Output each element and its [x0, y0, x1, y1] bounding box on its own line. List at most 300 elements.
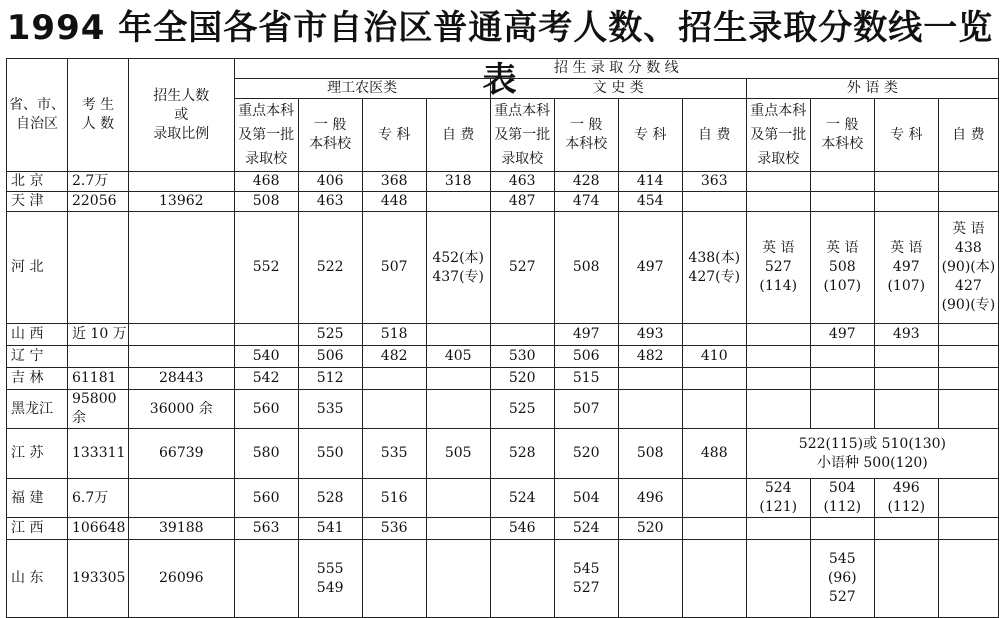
table-row: [7, 192, 999, 212]
header-key-schools-line: 及第一批: [750, 127, 807, 143]
region-cell-text: 江 西: [11, 520, 44, 536]
sci-general-cell-text: 406: [316, 173, 344, 189]
art-key-cell-text: 520: [508, 370, 536, 386]
header-college: [874, 99, 938, 172]
sci-college-cell-text: 516: [380, 489, 408, 506]
header-key-schools-line: 录取校: [245, 151, 288, 167]
admission-cell-text: 26096: [159, 570, 204, 586]
header-key-schools-line: 及第一批: [494, 127, 551, 143]
examinees-cell: [67, 172, 128, 192]
art-key-cell: [490, 540, 554, 618]
art-general-cell-text: 545: [572, 560, 600, 577]
lang-general-cell: [810, 479, 874, 518]
sci-college-cell-text: 448: [380, 193, 408, 209]
region-cell: [7, 429, 68, 479]
lang-college-cell: [874, 368, 938, 390]
art-selfpay-cell: [682, 172, 746, 192]
header-key-schools: [234, 99, 298, 172]
sci-key-cell-text: 560: [252, 400, 280, 417]
admission-cell-text: 36000 余: [149, 400, 213, 417]
examinees-cell: [67, 192, 128, 212]
header-college: [618, 99, 682, 172]
art-selfpay-cell: [682, 390, 746, 429]
sci-key-cell: [234, 324, 298, 346]
sci-college-cell: [362, 192, 426, 212]
art-general-cell: [554, 172, 618, 192]
sci-key-cell: [234, 212, 298, 324]
lang-merged-cell: [746, 429, 998, 479]
sci-key-cell-text: 552: [252, 259, 280, 275]
art-college-cell: [618, 192, 682, 212]
page-title: 1994 年全国各省市自治区普通高考人数、招生录取分数线一览表: [6, 8, 994, 100]
art-general-cell-text: 507: [572, 400, 600, 417]
examinees-cell: [67, 479, 128, 518]
art-key-cell: [490, 479, 554, 518]
header-key-schools-line: 重点本科: [238, 103, 295, 119]
header-key-schools-line: 录取校: [501, 151, 544, 167]
score-table: [6, 58, 999, 618]
sci-selfpay-cell-text: 437(专): [432, 268, 484, 285]
art-selfpay-cell: [682, 212, 746, 324]
lang-selfpay-cell: [938, 192, 998, 212]
header-college-line: 专 科: [890, 126, 923, 143]
art-college-cell: [618, 172, 682, 192]
table-row: [7, 212, 999, 324]
lang-selfpay-cell: [938, 172, 998, 192]
header-college-line: 专 科: [377, 126, 411, 143]
region-cell: [7, 540, 68, 618]
art-key-cell-text: 524: [508, 489, 536, 506]
admission-cell: [128, 172, 234, 192]
lang-key-cell: [746, 390, 810, 429]
table-row: [7, 540, 999, 618]
art-general-cell: [554, 192, 618, 212]
sci-college-cell: [362, 518, 426, 540]
art-college-cell: [618, 429, 682, 479]
examinees-cell: [67, 390, 128, 429]
header-key-schools-line: 重点本科: [750, 103, 807, 119]
region-cell-text: 黑龙江: [11, 400, 53, 417]
lang-college-cell: [874, 212, 938, 324]
art-selfpay-cell: [682, 540, 746, 618]
examinees-cell: [67, 368, 128, 390]
lang-college-cell: [874, 390, 938, 429]
art-key-cell-text: 528: [508, 445, 536, 461]
sci-general-cell-text: 512: [316, 370, 344, 386]
sci-college-cell: [362, 479, 426, 518]
region-cell-text: 天 津: [11, 193, 44, 209]
region-cell: [7, 212, 68, 324]
art-selfpay-cell: [682, 346, 746, 368]
art-general-cell-text: 504: [572, 489, 600, 506]
sci-selfpay-cell: [426, 212, 490, 324]
sci-selfpay-cell: [426, 390, 490, 429]
region-cell-text: 山 西: [11, 326, 44, 342]
region-cell: [7, 324, 68, 346]
sci-general-cell: [298, 324, 362, 346]
table-row: [7, 368, 999, 390]
art-general-cell: [554, 479, 618, 518]
header-examinees: [67, 59, 128, 172]
admission-cell-text: 66739: [159, 445, 204, 461]
art-general-cell: [554, 429, 618, 479]
lang-selfpay-cell-text: (90)(专): [941, 297, 996, 313]
art-general-cell-text: 506: [572, 348, 600, 364]
lang-key-cell: [746, 324, 810, 346]
art-college-cell: [618, 390, 682, 429]
sci-general-cell-text: 555: [316, 560, 344, 577]
sci-key-cell: [234, 518, 298, 540]
lang-selfpay-cell-text: 英 语: [952, 221, 985, 237]
examinees-cell: [67, 346, 128, 368]
lang-college-cell-text: 497: [892, 259, 920, 275]
header-admission-line: 或: [174, 106, 189, 123]
art-key-cell: [490, 192, 554, 212]
header-general-undergrad-line: 一 般: [313, 117, 347, 133]
header-group-arts: 文 史 类: [490, 79, 746, 99]
sci-general-cell-text: 528: [316, 489, 344, 506]
art-general-cell-text: 524: [572, 520, 600, 536]
lang-college-cell-text: 496: [892, 480, 920, 496]
sci-selfpay-cell: [426, 192, 490, 212]
sci-general-cell: [298, 540, 362, 618]
art-college-cell-text: 496: [636, 489, 664, 506]
lang-key-cell-text: (121): [759, 499, 798, 515]
lang-key-cell: [746, 192, 810, 212]
region-cell: [7, 172, 68, 192]
table-row: [7, 479, 999, 518]
art-selfpay-cell: [682, 324, 746, 346]
sci-selfpay-cell-text: 505: [444, 445, 472, 461]
art-college-cell: [618, 540, 682, 618]
header-region-line: 自治区: [15, 116, 58, 132]
sci-general-cell-text: 506: [316, 348, 344, 364]
header-college: [362, 99, 426, 172]
lang-general-cell-text: 545: [828, 551, 856, 567]
art-college-cell-text: 508: [636, 445, 664, 461]
art-general-cell-text: 497: [572, 326, 600, 342]
art-general-cell-text: 474: [572, 193, 600, 209]
sci-college-cell-text: 368: [380, 173, 408, 189]
lang-general-cell: [810, 192, 874, 212]
sci-key-cell: [234, 429, 298, 479]
admission-cell: [128, 346, 234, 368]
sci-key-cell-text: 468: [252, 173, 280, 189]
art-key-cell-text: 525: [508, 400, 536, 417]
art-selfpay-cell: [682, 192, 746, 212]
sci-key-cell: [234, 346, 298, 368]
admission-cell: [128, 212, 234, 324]
art-key-cell: [490, 390, 554, 429]
header-selfpay-line: 自 费: [952, 126, 985, 143]
lang-general-cell-text: 508: [828, 259, 856, 275]
examinees-cell-text: 22056: [71, 193, 117, 209]
sci-selfpay-cell-text: 405: [444, 348, 472, 364]
art-selfpay-cell: [682, 518, 746, 540]
art-selfpay-cell: [682, 429, 746, 479]
art-college-cell-text: 482: [636, 348, 664, 364]
sci-general-cell-text: 549: [316, 579, 344, 596]
region-cell: [7, 518, 68, 540]
header-scoreline: 招 生 录 取 分 数 线: [234, 59, 998, 79]
admission-cell-text: 13962: [159, 193, 204, 209]
examinees-cell-text: 61181: [71, 370, 117, 386]
art-general-cell-text: 527: [572, 579, 600, 596]
table-body: [7, 172, 999, 618]
region-cell: [7, 368, 68, 390]
header-key-schools: [746, 99, 810, 172]
lang-merged-cell-text: 522(115)或 510(130): [798, 435, 946, 452]
lang-key-cell: [746, 172, 810, 192]
examinees-cell: [67, 518, 128, 540]
lang-college-cell: [874, 192, 938, 212]
art-general-cell-text: 428: [572, 173, 600, 189]
art-college-cell: [618, 368, 682, 390]
art-key-cell: [490, 212, 554, 324]
examinees-cell: [67, 324, 128, 346]
header-general-undergrad-line: 本科校: [309, 136, 352, 152]
lang-key-cell: [746, 212, 810, 324]
lang-selfpay-cell: [938, 324, 998, 346]
art-general-cell: [554, 390, 618, 429]
header-admission-line: 招生人数: [153, 87, 210, 104]
sci-college-cell-text: 535: [380, 445, 408, 461]
sci-key-cell: [234, 368, 298, 390]
sci-key-cell: [234, 172, 298, 192]
art-general-cell: [554, 518, 618, 540]
art-key-cell-text: 527: [508, 259, 536, 275]
lang-college-cell: [874, 479, 938, 518]
lang-general-cell-text: (112): [823, 499, 862, 515]
header-region: [7, 59, 68, 172]
region-cell: [7, 390, 68, 429]
region-cell: [7, 192, 68, 212]
sci-selfpay-cell-text: 452(本): [432, 249, 484, 266]
region-cell-text: 福 建: [11, 489, 44, 506]
header-selfpay: [426, 99, 490, 172]
header-general-undergrad: [810, 99, 874, 172]
sci-selfpay-cell: [426, 518, 490, 540]
lang-key-cell-text: (114): [759, 278, 798, 294]
sci-selfpay-cell-text: 318: [444, 173, 472, 189]
sci-college-cell: [362, 540, 426, 618]
region-cell-text: 江 苏: [11, 445, 44, 461]
sci-general-cell: [298, 518, 362, 540]
lang-general-cell-text: 英 语: [826, 240, 859, 256]
header-key-schools: [490, 99, 554, 172]
sci-college-cell-text: 536: [380, 520, 408, 536]
sci-general-cell: [298, 368, 362, 390]
admission-cell: [128, 479, 234, 518]
art-selfpay-cell-text: 410: [700, 348, 728, 364]
admission-cell: [128, 518, 234, 540]
table-row: [7, 518, 999, 540]
header-general-undergrad-line: 本科校: [821, 136, 864, 152]
art-key-cell: [490, 429, 554, 479]
sci-general-cell: [298, 479, 362, 518]
examinees-cell-text: 133311: [71, 445, 126, 461]
lang-general-cell-text: 504: [828, 480, 856, 496]
admission-cell: [128, 368, 234, 390]
lang-general-cell: [810, 212, 874, 324]
header-selfpay-line: 自 费: [698, 126, 731, 143]
art-key-cell-text: 487: [508, 193, 536, 209]
examinees-cell-text: 近 10 万: [71, 326, 127, 342]
sci-general-cell-text: 535: [316, 400, 344, 417]
art-general-cell-text: 520: [572, 445, 600, 461]
art-college-cell-text: 414: [636, 173, 664, 189]
lang-college-cell: [874, 324, 938, 346]
lang-general-cell: [810, 172, 874, 192]
examinees-cell: [67, 540, 128, 618]
lang-selfpay-cell-text: 427: [955, 278, 982, 294]
examinees-cell-text: 193305: [71, 570, 126, 586]
header-examinees-line: 人 数: [81, 116, 115, 132]
region-cell: [7, 479, 68, 518]
lang-college-cell-text: 英 语: [890, 240, 923, 256]
art-key-cell: [490, 368, 554, 390]
sci-general-cell-text: 541: [316, 520, 344, 536]
lang-selfpay-cell: [938, 212, 998, 324]
art-college-cell-text: 497: [636, 259, 664, 275]
art-college-cell: [618, 479, 682, 518]
sci-general-cell-text: 525: [316, 326, 344, 342]
admission-cell: [128, 390, 234, 429]
lang-general-cell: [810, 368, 874, 390]
header-general-undergrad: [298, 99, 362, 172]
sci-general-cell: [298, 390, 362, 429]
lang-selfpay-cell: [938, 540, 998, 618]
sci-college-cell-text: 518: [380, 326, 408, 342]
art-college-cell: [618, 212, 682, 324]
lang-general-cell-text: (107): [823, 278, 862, 294]
art-key-cell: [490, 172, 554, 192]
sci-key-cell-text: 542: [252, 370, 280, 386]
sci-selfpay-cell: [426, 368, 490, 390]
lang-key-cell-text: 英 语: [762, 240, 795, 256]
sci-general-cell: [298, 346, 362, 368]
header-group-foreign: 外 语 类: [746, 79, 998, 99]
header-key-schools-line: 及第一批: [238, 127, 295, 143]
art-key-cell-text: 530: [508, 348, 536, 364]
header-admission: [128, 59, 234, 172]
header-group-science: 理工农医类: [234, 79, 490, 99]
header-college-line: 专 科: [634, 126, 667, 143]
art-general-cell-text: 508: [572, 259, 600, 275]
lang-selfpay-cell: [938, 518, 998, 540]
admission-cell: [128, 429, 234, 479]
lang-general-cell: [810, 324, 874, 346]
art-general-cell: [554, 540, 618, 618]
art-college-cell: [618, 346, 682, 368]
sci-selfpay-cell: [426, 540, 490, 618]
art-general-cell: [554, 346, 618, 368]
sci-key-cell-text: 540: [252, 348, 280, 364]
art-general-cell-text: 515: [572, 370, 600, 386]
lang-general-cell: [810, 390, 874, 429]
art-selfpay-cell-text: 488: [700, 445, 728, 461]
art-general-cell: [554, 368, 618, 390]
lang-key-cell: [746, 518, 810, 540]
lang-general-cell: [810, 540, 874, 618]
region-cell-text: 吉 林: [11, 370, 44, 386]
lang-college-cell-text: (112): [887, 499, 926, 515]
sci-college-cell: [362, 212, 426, 324]
admission-cell: [128, 324, 234, 346]
art-selfpay-cell-text: 363: [700, 173, 728, 189]
sci-college-cell: [362, 368, 426, 390]
lang-selfpay-cell: [938, 390, 998, 429]
lang-merged-cell-text: 小语种 500(120): [816, 454, 928, 471]
examinees-cell: [67, 429, 128, 479]
sci-key-cell-text: 508: [252, 193, 280, 209]
art-college-cell-text: 493: [636, 326, 664, 342]
art-key-cell-text: 546: [508, 520, 536, 536]
sci-key-cell: [234, 390, 298, 429]
sci-college-cell-text: 482: [380, 348, 408, 364]
lang-selfpay-cell-text: 438: [955, 240, 982, 256]
header-region-line: 省、市、: [8, 97, 65, 113]
art-general-cell: [554, 212, 618, 324]
header-admission-line: 录取比例: [153, 125, 210, 142]
region-cell-text: 河 北: [11, 259, 44, 275]
admission-cell-text: 39188: [159, 520, 204, 536]
lang-general-cell-text: (96): [827, 570, 857, 586]
lang-college-cell: [874, 540, 938, 618]
lang-selfpay-cell: [938, 368, 998, 390]
sci-selfpay-cell: [426, 346, 490, 368]
sci-key-cell-text: 560: [252, 489, 280, 506]
table-row: [7, 346, 999, 368]
sci-selfpay-cell: [426, 324, 490, 346]
sci-key-cell: [234, 479, 298, 518]
sci-selfpay-cell: [426, 479, 490, 518]
lang-general-cell-text: 497: [828, 326, 856, 342]
header-general-undergrad-line: 一 般: [826, 117, 859, 133]
lang-selfpay-cell: [938, 346, 998, 368]
header-selfpay: [682, 99, 746, 172]
examinees-cell-text: 106648: [71, 520, 126, 536]
sci-general-cell: [298, 429, 362, 479]
table-row: [7, 324, 999, 346]
sci-general-cell-text: 463: [316, 193, 344, 209]
art-key-cell: [490, 346, 554, 368]
sci-key-cell: [234, 540, 298, 618]
art-selfpay-cell-text: 427(专): [688, 268, 741, 285]
art-key-cell: [490, 324, 554, 346]
art-key-cell-text: 463: [508, 173, 536, 189]
lang-college-cell: [874, 172, 938, 192]
sci-college-cell: [362, 346, 426, 368]
header-examinees-line: 考 生: [81, 97, 115, 113]
admission-cell: [128, 192, 234, 212]
lang-key-cell: [746, 479, 810, 518]
sci-general-cell-text: 550: [316, 445, 344, 461]
sci-college-cell: [362, 172, 426, 192]
header-key-schools-line: 重点本科: [494, 103, 551, 119]
header-general-undergrad: [554, 99, 618, 172]
art-college-cell: [618, 324, 682, 346]
sci-general-cell: [298, 212, 362, 324]
sci-general-cell: [298, 192, 362, 212]
art-college-cell-text: 520: [636, 520, 664, 536]
examinees-cell-text: 2.7万: [71, 173, 109, 189]
art-key-cell: [490, 518, 554, 540]
lang-key-cell: [746, 368, 810, 390]
region-cell: [7, 346, 68, 368]
lang-general-cell-text: 527: [828, 589, 856, 605]
sci-college-cell-text: 507: [380, 259, 408, 275]
